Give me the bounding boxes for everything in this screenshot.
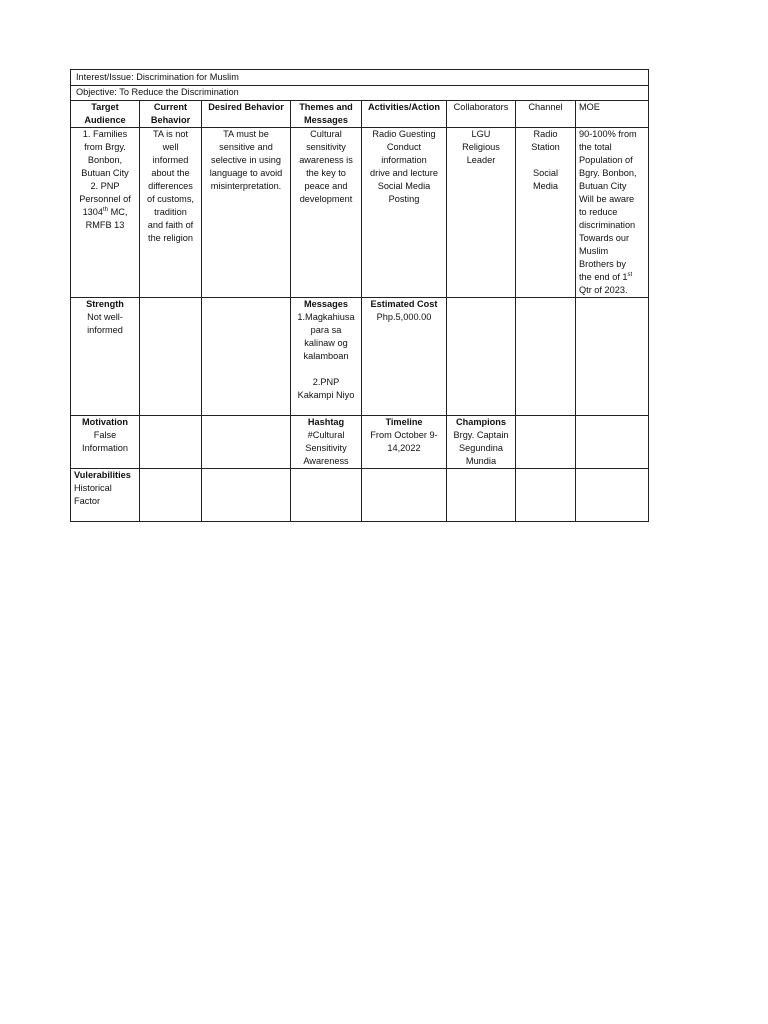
current-behavior-cell: TA is not well informed about the differences of customs, tradition and faith of the religion (140, 128, 202, 298)
table-row (71, 298, 649, 416)
activities-cell: Radio Guesting Conduct information drive and lecture Social Media Posting (362, 128, 447, 298)
empty-cell (140, 298, 202, 416)
motivation-cell: Motivation False Information (71, 416, 140, 469)
empty-cell (576, 469, 649, 522)
empty-cell (202, 416, 291, 469)
estimated-cost-cell: Estimated Cost Php.5,000.00 (362, 298, 447, 416)
themes-messages-cell: Cultural sensitivity awareness is the key to peace and development (291, 128, 362, 298)
empty-cell (140, 469, 202, 522)
empty-cell (576, 298, 649, 416)
table-row (71, 469, 649, 522)
header-activities: Activities/Action (362, 101, 447, 128)
empty-cell (516, 416, 576, 469)
vulnerabilities-cell: Vulerabilities Historical Factor (71, 469, 140, 522)
empty-cell (362, 469, 447, 522)
empty-cell (516, 298, 576, 416)
header-moe: MOE (576, 101, 649, 128)
header-current-behavior: Current Behavior (140, 101, 202, 128)
communication-plan-document (70, 69, 648, 522)
empty-cell (140, 416, 202, 469)
timeline-cell: Timeline From October 9- 14,2022 (362, 416, 447, 469)
header-row (71, 101, 649, 128)
empty-cell (202, 469, 291, 522)
empty-cell (516, 469, 576, 522)
empty-cell (202, 298, 291, 416)
empty-cell (447, 469, 516, 522)
champions-cell: Champions Brgy. Captain Segundina Mundia (447, 416, 516, 469)
communication-plan-table (70, 69, 649, 522)
desired-behavior-cell: TA must be sensitive and selective in using language to avoid misinterpretation. (202, 128, 291, 298)
interest-row (71, 70, 649, 86)
moe-cell: 90-100% from the total Population of Bgry. Bonbon, Butuan City Will be aware to reduce discrimination Towards our Muslim Brothers by the end of 1st Qtr of 2023. (576, 128, 649, 298)
messages-cell: Messages 1.Magkahiusa para sa kalinaw og kalamboan 2.PNP Kakampi Niyo (291, 298, 362, 416)
collaborators-cell: LGU Religious Leader (447, 128, 516, 298)
hashtag-cell: Hashtag #Cultural Sensitivity Awareness (291, 416, 362, 469)
objective: Objective: To Reduce the Discrimination (71, 86, 649, 101)
target-audience-cell: 1. Families from Brgy. Bonbon, Butuan City 2. PNP Personnel of 1304th MC, RMFB 13 (71, 128, 140, 298)
header-collaborators: Collaborators (447, 101, 516, 128)
empty-cell (447, 298, 516, 416)
strength-cell: Strength Not well- informed (71, 298, 140, 416)
header-channel: Channel (516, 101, 576, 128)
header-themes-messages: Themes and Messages (291, 101, 362, 128)
table-row (71, 416, 649, 469)
header-desired-behavior: Desired Behavior (202, 101, 291, 128)
empty-cell (291, 469, 362, 522)
table-row (71, 128, 649, 298)
empty-cell (576, 416, 649, 469)
channel-cell: Radio Station Social Media (516, 128, 576, 298)
header-target-audience: Target Audience (71, 101, 140, 128)
interest-issue: Interest/Issue: Discrimination for Muslim (71, 70, 649, 86)
objective-row (71, 86, 649, 101)
